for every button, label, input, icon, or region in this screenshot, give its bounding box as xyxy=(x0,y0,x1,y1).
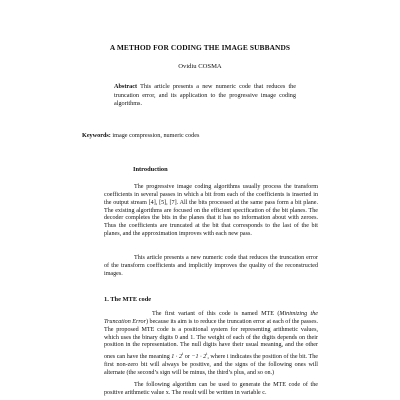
mte-text: or xyxy=(184,354,190,361)
section-heading-introduction: Introduction xyxy=(133,166,168,173)
mte-text: ) because its aim is to reduce the truncation error at each of the passes. The proposed MTE code is a positional system for representing arithmetic values, which uses the binary digits 0 and 1. The weight of each of the digits depends on their position in the representation. The null digits have their usual meaning, and the other ones can have the meaning xyxy=(104,318,318,361)
math-expression: $-1 \cdot 2^i$ xyxy=(191,351,208,361)
mte-paragraph xyxy=(104,311,318,378)
paper-author: Ovidiu COSMA xyxy=(178,63,222,70)
mte-paragraph: The following algorithm can be used to generate the MTE code of the positive arithmetic value x. The result will be written in variable c. xyxy=(104,382,318,396)
math-expression: $1 \cdot 2^i$ xyxy=(171,351,184,361)
keywords-text: image compression, numeric codes xyxy=(112,132,200,139)
abstract-label: Abstract xyxy=(114,83,138,90)
abstract-text: This article presents a new numeric code that reduces the truncation error, and its application to the progressive image coding algorithms. xyxy=(114,83,297,108)
introduction-paragraph: The progressive image coding algorithms usually process the transform coefficients in several passes in which a bit from each of the coefficients is inserted in the output stream [4], [5], [7]. All the bits processed at the same pass form a bit plane. The existing algorithms are focused on the efficient specification of the bit planes. The decoder completes the bits in the planes that it has no information about with zeroes. Thus the coefficients are truncated at the bit that corresponds to the last of the bit planes, and the approximation improves with each new pass. xyxy=(104,184,318,238)
introduction-paragraph: This article presents a new numeric code that reduces the truncation error of the transform coefficients and implicitly improves the quality of the reconstructed images. xyxy=(104,255,318,277)
mte-text: , where i indicates the position of the bit. The first non-zero bit will always be positive, and the signs of the following ones will alternate (the second’s sign will be minus, the third’s plus, and so on.) xyxy=(104,354,318,376)
mte-text: The first variant of this code is named MTE ( xyxy=(152,311,280,317)
keywords-label: Keywords: xyxy=(82,132,111,139)
mte-emphasis: Minimizing the Truncation Error xyxy=(104,311,318,325)
abstract-block xyxy=(114,83,296,109)
keywords-block xyxy=(82,132,342,140)
section-heading-mte: 1. The MTE code xyxy=(104,296,152,303)
paper-title: A METHOD FOR CODING THE IMAGE SUBBANDS xyxy=(109,43,291,52)
